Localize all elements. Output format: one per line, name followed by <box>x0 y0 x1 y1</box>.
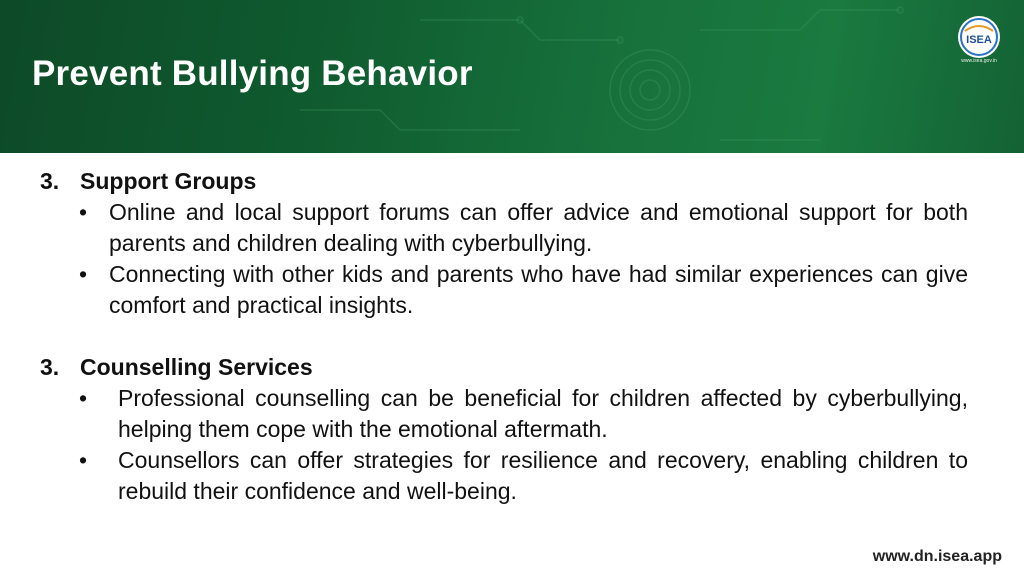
bullet-text: Connecting with other kids and parents who have had similar experiences can give comfort and practical insights. <box>109 261 968 318</box>
section-title: Support Groups <box>80 168 257 194</box>
section-number: 3. <box>40 168 60 194</box>
list-item <box>40 383 968 445</box>
isea-logo-text: ISEA <box>966 34 992 46</box>
section-heading <box>40 166 968 197</box>
header-banner <box>0 0 1024 153</box>
footer-url: www.dn.isea.app <box>872 548 1002 565</box>
bullet-text: Professional counselling can be beneficial for children affected by cyberbullying, helping them cope with the emotional aftermath. <box>118 385 968 442</box>
bullet-list <box>40 383 968 507</box>
bullet-list <box>40 197 968 321</box>
counselling-services-section <box>40 352 968 507</box>
bullet-symbol: • <box>79 447 88 473</box>
bullet-text: Counsellors can offer strategies for resilience and recovery, enabling children to rebuild their confidence and well-being. <box>118 447 968 504</box>
content-area <box>40 166 968 538</box>
list-item <box>40 259 968 321</box>
bullet-text: Online and local support forums can offer advice and emotional support for both parents and children dealing with cyberbullying. <box>109 199 968 256</box>
section-number: 3. <box>40 354 60 380</box>
bullet-symbol: • <box>79 385 88 411</box>
bullet-symbol: • <box>79 199 88 225</box>
logo-caption: www.isea.gov.in <box>961 58 997 64</box>
list-item <box>40 197 968 259</box>
section-title: Counselling Services <box>80 354 313 380</box>
bullet-symbol: • <box>79 261 88 287</box>
list-item <box>40 445 968 507</box>
support-groups-section <box>40 166 968 321</box>
section-heading <box>40 352 968 383</box>
page-title: Prevent Bullying Behavior <box>32 54 473 93</box>
